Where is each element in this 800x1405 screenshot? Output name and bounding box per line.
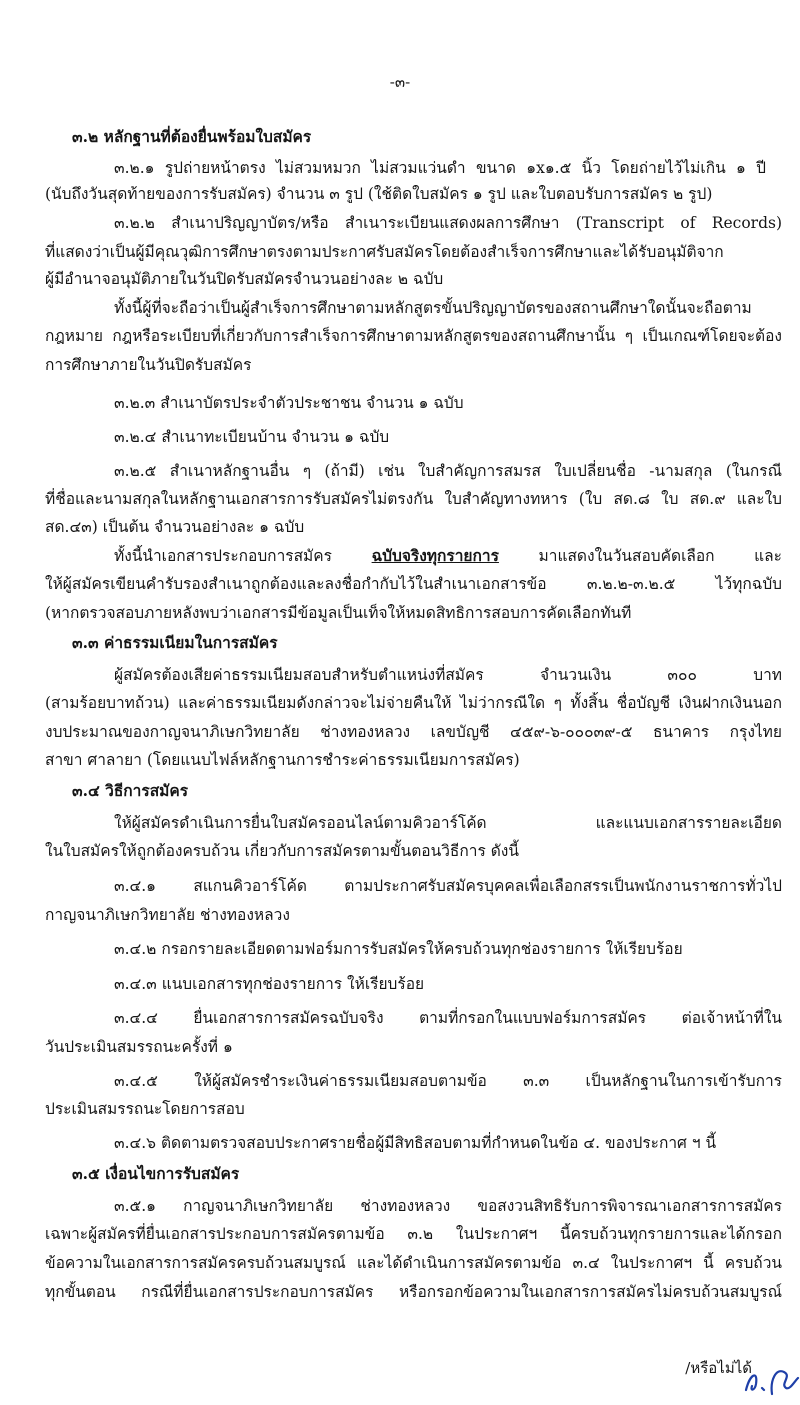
line-text: ๓.๒.๓ สำเนาบัตรประจำตัวประชาชน จำนวน ๑ ฉบับ	[114, 394, 464, 412]
line-text: กฎหมาย กฎหรือระเบียบที่เกี่ยวกับการสำเร็จการศึกษาตามหลักสูตรของสถานศึกษานั้น ๆ เป็นเกณฑ์โดยจะต้อง	[45, 327, 782, 345]
line-text: ผู้สมัครต้องเสียค่าธรรมเนียมสอบสำหรับตำแหน่งที่สมัคร จำนวนเงิน ๓๐๐ บาท	[114, 666, 782, 684]
section-heading	[72, 126, 311, 148]
text-line	[114, 460, 782, 482]
text-line	[114, 973, 424, 995]
text-line	[114, 426, 389, 448]
signature-initials-icon	[740, 1360, 800, 1400]
section-heading	[72, 632, 278, 654]
line-text: (หากตรวจสอบภายหลังพบว่าเอกสารมีข้อมูลเป็นเท็จให้หมดสิทธิการสอบการคัดเลือกทันที	[45, 604, 632, 622]
text-line	[45, 1223, 782, 1245]
text-line	[45, 1036, 233, 1058]
text-line	[114, 392, 464, 414]
line-text: ๓.๒.๔ สำเนาทะเบียนบ้าน จำนวน ๑ ฉบับ	[114, 428, 390, 446]
line-text: การศึกษาภายในวันปิดรับสมัคร	[45, 356, 252, 374]
text-line	[45, 183, 712, 205]
text-line	[45, 1098, 245, 1120]
text-line	[45, 692, 782, 714]
line-text: ผู้มีอำนาจอนุมัติภายในวันปิดรับสมัครจำนวนอย่างละ ๒ ฉบับ	[45, 270, 444, 288]
line-text: ๓.๕.๑ กาญจนาภิเษกวิทยาลัย ช่างทองหลวง ขอสงวนสิทธิรับการพิจารณาเอกสารการสมัคร	[114, 1197, 782, 1215]
text-line	[114, 875, 782, 897]
line-text: งบประมาณของกาญจนาภิเษกวิทยาลัย ช่างทองหลวง เลขบัญชี ๔๕๙-๖-๐๐๐๓๙-๕ ธนาคาร กรุงไทย	[45, 723, 782, 741]
text-line	[114, 297, 782, 319]
text-line	[45, 573, 782, 595]
text-line	[45, 749, 520, 771]
line-text: ๓.๔.๒ กรอกรายละเอียดตามฟอร์มการรับสมัครให้ครบถ้วนทุกช่องรายการ ให้เรียบร้อย	[114, 940, 683, 958]
line-text: วันประเมินสมรรถนะครั้งที่ ๑	[45, 1038, 233, 1056]
line-text: (นับถึงวันสุดท้ายของการรับสมัคร) จำนวน ๓ รูป (ใช้ติดใบสมัคร ๑ รูป และใบตอบรับการสมัคร ๒ รูป)	[45, 185, 713, 203]
text-line	[114, 1070, 782, 1092]
text-line	[114, 1195, 782, 1217]
text-line	[45, 904, 290, 926]
line-text: ๓.๔.๑ สแกนคิวอาร์โค้ด ตามประกาศรับสมัครบุคคลเพื่อเลือกสรรเป็นพนักงานราชการทั่วไป	[114, 877, 782, 895]
text-line	[114, 1132, 716, 1154]
text-line	[45, 1281, 782, 1303]
line-text: ในใบสมัครให้ถูกต้องครบถ้วน เกี่ยวกับการสมัครตามขั้นตอนวิธีการ ดังนี้	[45, 842, 519, 860]
line-text: กาญจนาภิเษกวิทยาลัย ช่างทองหลวง	[45, 906, 290, 924]
text-line	[45, 325, 782, 347]
line-text: สด.๔๓) เป็นต้น จำนวนอย่างละ ๑ ฉบับ	[45, 518, 305, 536]
line-text: ทุกขั้นตอน กรณีที่ยื่นเอกสารประกอบการสมัคร หรือกรอกข้อความในเอกสารการสมัครไม่ครบถ้วนสมบูรณ์	[45, 1283, 782, 1301]
line-text: สาขา ศาลายา (โดยแนบไฟล์หลักฐานการชำระค่าธรรมเนียมการสมัคร)	[45, 751, 520, 769]
text-line	[45, 516, 304, 538]
line-text: ให้ผู้สมัครเขียนคำรับรองสำเนาถูกต้องและลงชื่อกำกับไว้ในสำเนาเอกสารข้อ ๓.๒.๒-๓.๒.๕ ไว้ทุกฉบับ	[45, 575, 782, 593]
text-line	[114, 812, 782, 834]
text-line	[45, 1252, 782, 1274]
text-line	[45, 840, 519, 862]
text-line	[114, 545, 782, 567]
section-heading	[72, 780, 188, 802]
line-text: ๓.๒.๕ สำเนาหลักฐานอื่น ๆ (ถ้ามี) เช่น ใบสำคัญการสมรส ใบเปลี่ยนชื่อ -นามสกุล (ในกรณี	[114, 462, 782, 480]
page-number: -๓-	[389, 73, 411, 91]
line-text: เฉพาะผู้สมัครที่ยื่นเอกสารประกอบการสมัครตามข้อ ๓.๒ ในประกาศฯ นี้ครบถ้วนทุกรายการและได้กรอก	[45, 1225, 782, 1243]
text-line	[114, 664, 782, 686]
text-line	[45, 241, 782, 263]
line-text: ๓.๔.๕ ให้ผู้สมัครชำระเงินค่าธรรมเนียมสอบตามข้อ ๓.๓ เป็นหลักฐานในการเข้ารับการ	[114, 1072, 782, 1090]
line-text: ที่ชื่อและนามสกุลในหลักฐานเอกสารการรับสมัครไม่ตรงกัน ใบสำคัญทางทหาร (ใบ สด.๘ ใบ สด.๙ และใบ	[45, 490, 782, 508]
line-text: ๓.๕ เงื่อนไขการรับสมัคร	[72, 1164, 240, 1183]
text-line	[45, 721, 782, 743]
line-text: ที่แสดงว่าเป็นผู้มีคุณวุฒิการศึกษาตรงตามประกาศรับสมัครโดยต้องสำเร็จการศึกษาและได้รับอนุมัติจาก	[45, 243, 724, 261]
line-text: (สามร้อยบาทถ้วน) และค่าธรรมเนียมดังกล่าวจะไม่จ่ายคืนให้ ไม่ว่ากรณีใด ๆ ทั้งสิ้น ชื่อบัญชี เงินฝากเงินนอก	[45, 694, 782, 712]
line-text: ทั้งนี้นำเอกสารประกอบการสมัคร	[114, 547, 332, 565]
text-line	[45, 268, 443, 290]
line-text: ๓.๔.๔ ยื่นเอกสารการสมัครฉบับจริง ตามที่กรอกในแบบฟอร์มการสมัคร ต่อเจ้าหน้าที่ใน	[114, 1009, 782, 1027]
line-text: ๓.๓ ค่าธรรมเนียมในการสมัคร	[72, 633, 278, 652]
line-text: ประเมินสมรรถนะโดยการสอบ	[45, 1100, 245, 1118]
text-line	[45, 602, 631, 624]
line-text-after: มาแสดงในวันสอบคัดเลือก และ	[498, 547, 782, 565]
line-text: ให้ผู้สมัครดำเนินการยื่นใบสมัครออนไลน์ตามคิวอาร์โค้ด และแนบเอกสารรายละเอียด	[114, 814, 782, 832]
text-line	[45, 354, 251, 376]
text-line	[114, 938, 683, 960]
line-text: ๓.๔.๓ แนบเอกสารทุกช่องรายการ ให้เรียบร้อย	[114, 975, 425, 993]
line-text: ข้อความในเอกสารการสมัครครบถ้วนสมบูรณ์ และได้ดำเนินการสมัครตามข้อ ๓.๔ ในประกาศฯ นี้ ครบถ้วน	[45, 1254, 782, 1272]
text-line	[45, 488, 782, 510]
line-text: ๓.๒.๑ รูปถ่ายหน้าตรง ไม่สวมหมวก ไม่สวมแว่นดำ ขนาด ๑x๑.๕ นิ้ว โดยถ่ายไว้ไม่เกิน ๑ ปี	[114, 159, 766, 177]
line-text: ๓.๔.๖ ติดตามตรวจสอบประกาศรายชื่อผู้มีสิทธิสอบตามที่กำหนดในข้อ ๔. ของประกาศ ฯ นี้	[114, 1134, 717, 1152]
line-text: ทั้งนี้ผู้ที่จะถือว่าเป็นผู้สำเร็จการศึกษาตามหลักสูตรขั้นปริญญาบัตรของสถานศึกษาใดนั้นจะถือตาม	[114, 299, 752, 317]
continuation-note: /หรือไม่ได้	[685, 1359, 752, 1377]
line-text: ๓.๒.๒ สำเนาปริญญาบัตร/หรือ สำเนาระเบียนแสดงผลการศึกษา (Transcript of Records)	[114, 214, 782, 232]
line-text: ๓.๒ หลักฐานที่ต้องยื่นพร้อมใบสมัคร	[72, 127, 312, 146]
text-line	[114, 212, 782, 234]
line-text: ๓.๔ วิธีการสมัคร	[72, 781, 189, 800]
emphasized-text: ฉบับจริงทุกรายการ	[371, 546, 499, 565]
text-line	[114, 157, 766, 179]
text-line	[114, 1007, 782, 1029]
section-heading	[72, 1163, 239, 1185]
